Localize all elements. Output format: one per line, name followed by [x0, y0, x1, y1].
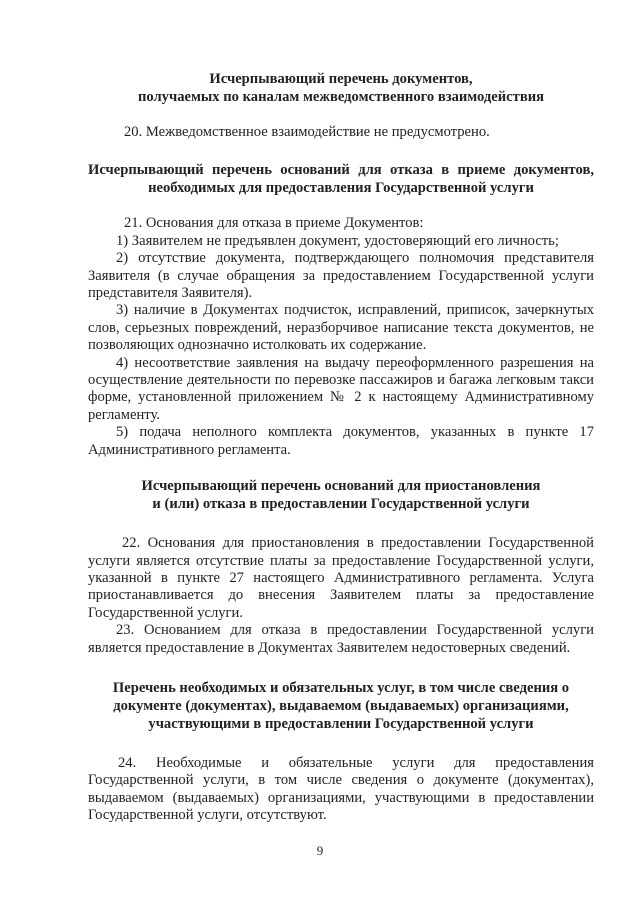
paragraph-24: 24. Необходимые и обязательные услуги для предоставления Государственной услуги, в том числе сведения о документе (документах), выдаваемом (выдаваемых) организациями, участвующими в предоставлении Государственной услуги, отсутствуют.	[88, 754, 594, 824]
list-item-1: 1) Заявителем не предъявлен документ, удостоверяющий его личность;	[116, 232, 559, 249]
page-number: 9	[316, 843, 324, 858]
list-item-3: 3) наличие в Документах подчисток, исправлений, приписок, зачеркнутых слов, серьезных повреждений, неразборчивое написание текста документов, не позволяющих однозначно истолковать их содержание.	[88, 302, 594, 354]
list-item-2: 2) отсутствие документа, подтверждающего полномочия представителя Заявителя (в случае обращения за предоставлением Государственной услуги представителя Заявителя).	[88, 250, 594, 302]
section-heading-suspension-refusal	[88, 477, 594, 513]
section-heading-required-services	[88, 679, 594, 733]
heading-line: Исчерпывающий перечень оснований для приостановления	[141, 478, 541, 495]
list-item-4: 4) несоответствие заявления на выдачу переоформленного разрешения на осуществление деятельности по перевозке пассажиров и багажа легковым такси форме, установленной приложением № 2 к настоящему Административному регламенту.	[88, 354, 594, 423]
paragraph-23: 23. Основанием для отказа в предоставлении Государственной услуги является предоставление в Документах Заявителем недостоверных сведений.	[88, 622, 594, 656]
heading-line: Исчерпывающий перечень документов,	[209, 71, 473, 87]
heading-line: и (или) отказа в предоставлении Государственной услуги	[152, 496, 530, 513]
heading-line: участвующими в предоставлении Государственной услуги	[148, 715, 534, 732]
list-item-5: 5) подача неполного комплекта документов, указанных в пункте 17 Административного регламента.	[88, 424, 594, 458]
paragraph-21-intro: 21. Основания для отказа в приеме Документов:	[124, 215, 424, 232]
section-heading-refusal-acceptance: Исчерпывающий перечень оснований для отказа в приеме документов, необходимых для предоставления Государственной услуги	[88, 162, 594, 197]
section-heading-documents-interagency	[88, 70, 594, 106]
heading-line: получаемых по каналам межведомственного взаимодействия	[137, 89, 545, 105]
paragraph-22: 22. Основания для приостановления в предоставлении Государственной услуги является отсутствие платы за предоставление Государственной услуги, указанной в пункте 27 настоящего Административного регламента. Услуга приостанавливается до внесения Заявителем платы за предоставление Государственной услуги.	[88, 535, 594, 621]
heading-line: документе (документах), выдаваемом (выдаваемых) организациями,	[113, 697, 569, 714]
heading-line: Перечень необходимых и обязательных услуг, в том числе сведения о	[112, 679, 570, 696]
paragraph-20: 20. Межведомственное взаимодействие не предусмотрено.	[124, 124, 490, 140]
